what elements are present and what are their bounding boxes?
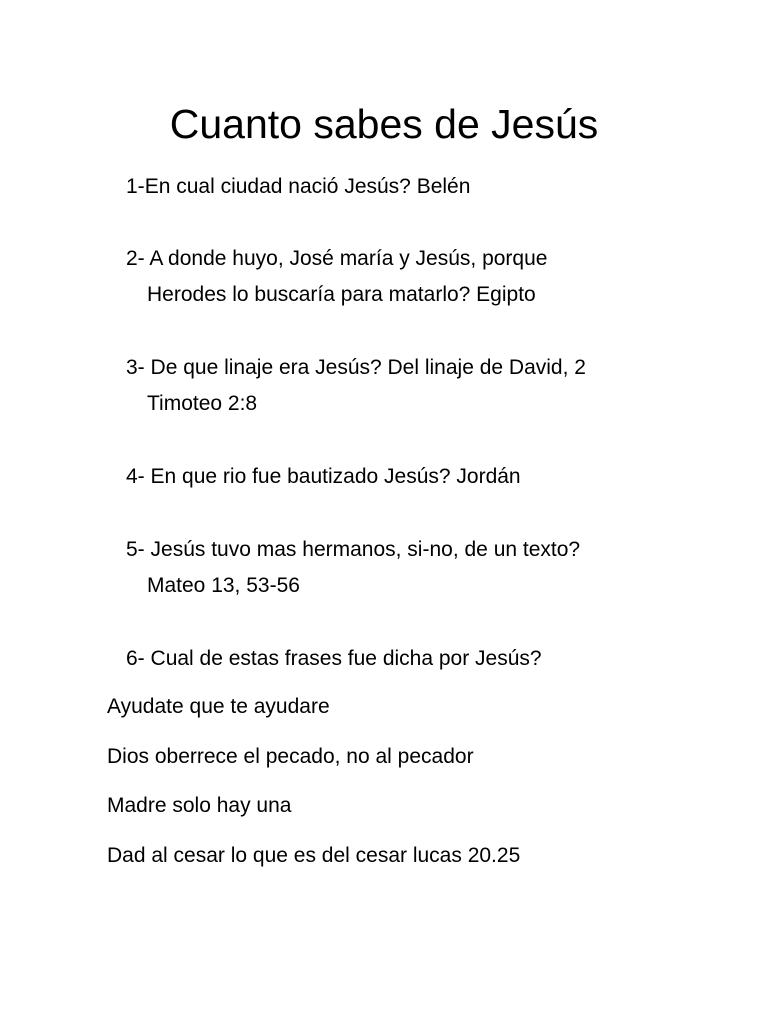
- question-4: [126, 459, 666, 495]
- question-number: 3-: [126, 356, 145, 379]
- option-4: Dad al cesar lo que es del cesar lucas 20.25: [107, 844, 521, 867]
- question-number: 5-: [126, 538, 145, 561]
- question-5: [126, 532, 666, 604]
- question-number: 1-: [126, 175, 145, 198]
- question-text: En que rio fue bautizado Jesús? Jordán: [150, 465, 521, 488]
- question-text: De que linaje era Jesús? Del linaje de David, 2: [150, 356, 586, 379]
- question-2: [126, 241, 666, 313]
- question-number: 4-: [126, 465, 145, 488]
- question-text-continued: Timoteo 2:8: [147, 392, 258, 415]
- question-text: Cual de estas frases fue dicha por Jesús?: [150, 647, 542, 670]
- question-text: A donde huyo, José maría y Jesús, porque: [149, 247, 548, 270]
- question-text-continued: Mateo 13, 53-56: [147, 574, 300, 597]
- question-text: En cual ciudad nació Jesús? Belén: [144, 175, 471, 198]
- question-text-continued: Herodes lo buscaría para matarlo? Egipto: [147, 283, 536, 306]
- option-2: Dios oberrece el pecado, no al pecador: [107, 745, 474, 768]
- question-number: 2-: [126, 247, 145, 270]
- question-text: Jesús tuvo mas hermanos, si-no, de un texto?: [150, 538, 581, 561]
- question-6: [126, 641, 666, 677]
- question-1: [126, 169, 666, 205]
- option-1: Ayudate que te ayudare: [107, 695, 330, 718]
- question-number: 6-: [126, 647, 145, 670]
- page-title: Cuanto sabes de Jesús: [169, 101, 599, 147]
- question-3: [126, 350, 666, 422]
- option-3: Madre solo hay una: [107, 794, 292, 817]
